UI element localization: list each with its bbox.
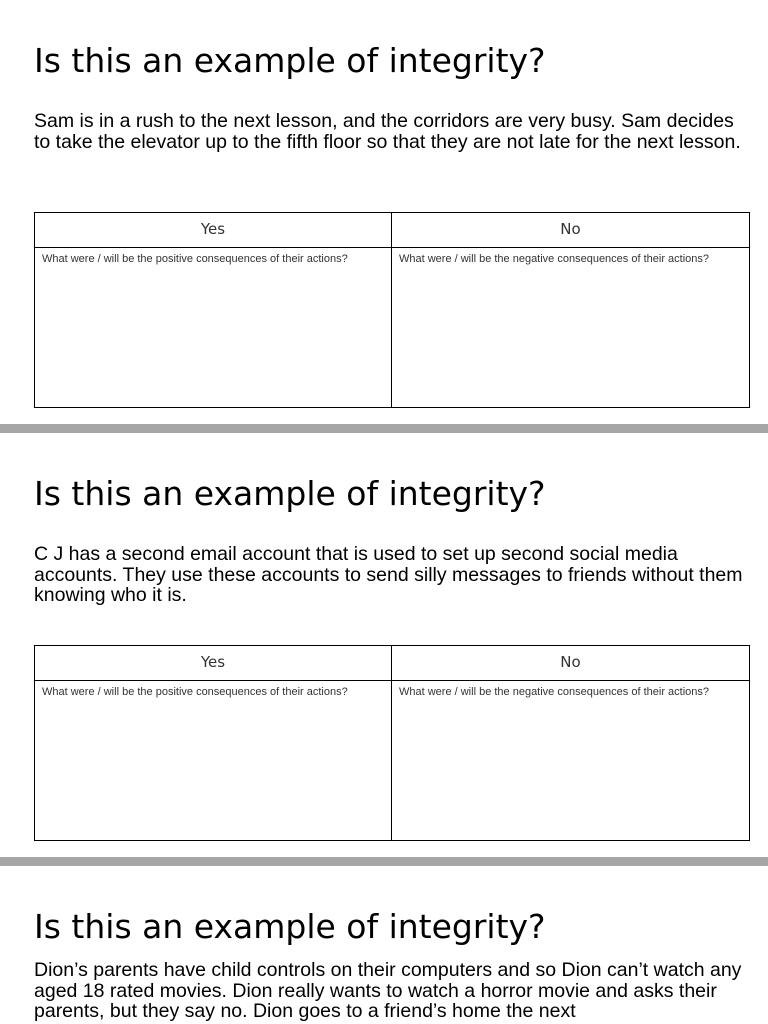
slide-title: Is this an example of integrity? [34,907,546,946]
yes-column [35,646,392,840]
positive-consequences-prompt: What were / will be the positive consequences of their actions? [42,686,348,698]
yes-header: Yes [35,646,391,681]
scenario-text: C J has a second email account that is used to set up second social media accounts. They use these accounts to send silly messages to friends without them knowing who it is. [34,543,743,606]
no-header: No [392,646,749,681]
slide-divider [0,424,768,433]
no-header: No [392,213,749,248]
negative-consequences-prompt: What were / will be the negative consequences of their actions? [399,686,710,698]
no-column [392,213,749,407]
answer-table [34,212,750,408]
slide-2 [0,433,768,857]
answer-table [34,645,750,841]
slide-divider [0,857,768,866]
scenario-text: Sam is in a rush to the next lesson, and the corridors are very busy. Sam decides to take the elevator up to the fifth floor so that they are not late for the next lesson. [34,110,741,153]
slide-title: Is this an example of integrity? [34,474,546,513]
scenario-text: Dion’s parents have child controls on their computers and so Dion can’t watch any aged 18 rated movies. Dion really wants to watch a horror movie and asks their parents, but they say no. Dion goes to a friend’s home the next [34,959,742,1022]
negative-consequences-prompt: What were / will be the negative consequences of their actions? [399,253,710,265]
no-column [392,646,749,840]
slide-title: Is this an example of integrity? [34,41,546,80]
yes-header: Yes [35,213,391,248]
slide-3 [0,866,768,1024]
yes-column [35,213,392,407]
positive-consequences-prompt: What were / will be the positive consequences of their actions? [42,253,348,265]
slide-1 [0,0,768,424]
